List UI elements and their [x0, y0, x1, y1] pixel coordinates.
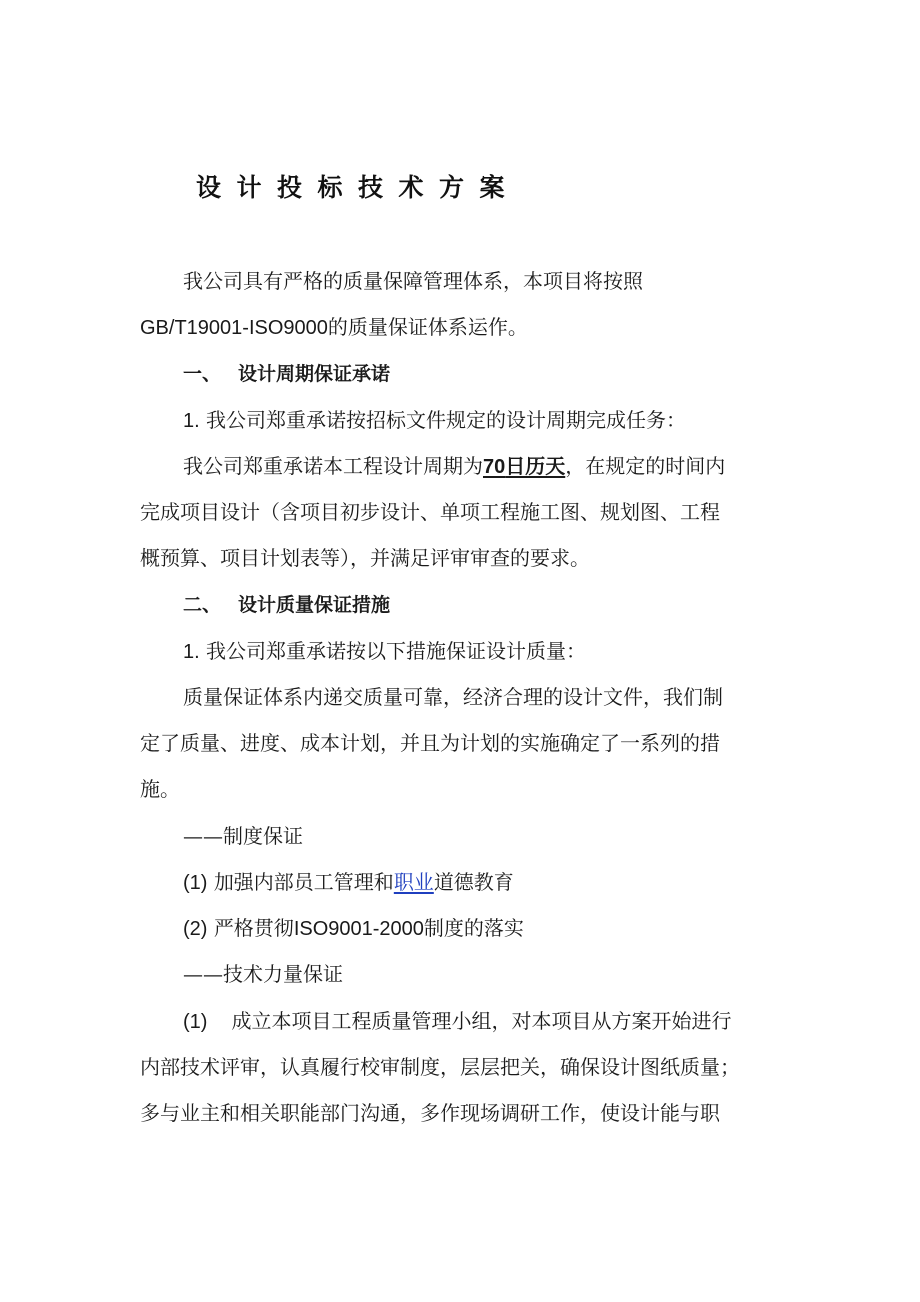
section-1-heading: [183, 359, 390, 389]
technical-item-1-number: (1): [183, 1011, 208, 1033]
subsection-system-guarantee: ——制度保证: [183, 824, 303, 848]
section-1-item-1-text: 我公司郑重承诺按招标文件规定的设计周期完成任务：: [206, 408, 687, 432]
section-2-item-1: [183, 636, 586, 667]
intro-line-1: 我公司具有严格的质量保障管理体系，本项目将按照: [183, 269, 643, 293]
section-1-paragraph-post: ，在规定的时间内: [565, 454, 726, 478]
section-1-paragraph-line-3: 概预算、项目计划表等），并满足评审审查的要求。: [140, 546, 590, 570]
section-1-paragraph-line-2: 完成项目设计（含项目初步设计、单项工程施工图、规划图、工程: [140, 500, 720, 524]
technical-item-1-text: 成立本项目工程质量管理小组，对本项目从方案开始进行: [231, 1009, 732, 1033]
section-2-title: 设计质量保证措施: [238, 594, 391, 616]
technical-item-1-line-3: 多与业主和相关职能部门沟通，多作现场调研工作，使设计能与职: [140, 1101, 720, 1125]
section-2-item-1-number: 1.: [183, 641, 200, 663]
design-period-days-unit: 日历天: [505, 454, 566, 478]
iso-standard-code: ISO9001-2000: [293, 918, 424, 940]
technical-item-1-line-2: 内部技术评审，认真履行校审制度，层层把关，确保设计图纸质量；: [140, 1055, 740, 1079]
system-item-2-post: 制度的落实: [423, 916, 524, 940]
intro-line-2-rest: 的质量保证体系运作。: [327, 315, 528, 339]
section-1-paragraph-pre: 我公司郑重承诺本工程设计周期为: [183, 454, 483, 478]
standard-code: GB/T19001-ISO9000: [140, 317, 328, 339]
section-2-paragraph-line-1: 质量保证体系内递交质量可靠，经济合理的设计文件，我们制: [183, 685, 723, 709]
professional-ethics-link[interactable]: 职业: [393, 870, 434, 894]
system-item-2: [183, 913, 524, 944]
section-1-title: 设计周期保证承诺: [238, 363, 391, 385]
section-2-paragraph-line-2: 定了质量、进度、成本计划，并且为计划的实施确定了一系列的措: [140, 731, 720, 755]
system-item-2-number: (2): [183, 918, 208, 940]
system-item-1-pre: 加强内部员工管理和: [213, 870, 394, 894]
section-2-number: 二、: [183, 594, 222, 616]
design-period-days-number: 70: [483, 456, 506, 478]
technical-item-1-line-1: [183, 1006, 731, 1037]
document-title: 设计投标技术方案: [196, 173, 521, 202]
section-1-item-1-number: 1.: [183, 410, 200, 432]
intro-line-2: [140, 312, 528, 343]
section-1-number: 一、: [183, 363, 222, 385]
subsection-technical-guarantee: ——技术力量保证: [183, 962, 343, 986]
system-item-2-pre: 严格贯彻: [213, 916, 294, 940]
system-item-1: [183, 867, 514, 898]
section-2-paragraph-line-3: 施。: [140, 777, 180, 801]
section-1-paragraph-line-1: [183, 451, 725, 482]
section-2-heading: [183, 590, 390, 620]
section-2-item-1-text: 我公司郑重承诺按以下措施保证设计质量：: [206, 639, 587, 663]
system-item-1-number: (1): [183, 872, 208, 894]
system-item-1-post: 道德教育: [433, 870, 514, 894]
section-1-item-1: [183, 405, 686, 436]
design-period-days: [483, 454, 565, 478]
